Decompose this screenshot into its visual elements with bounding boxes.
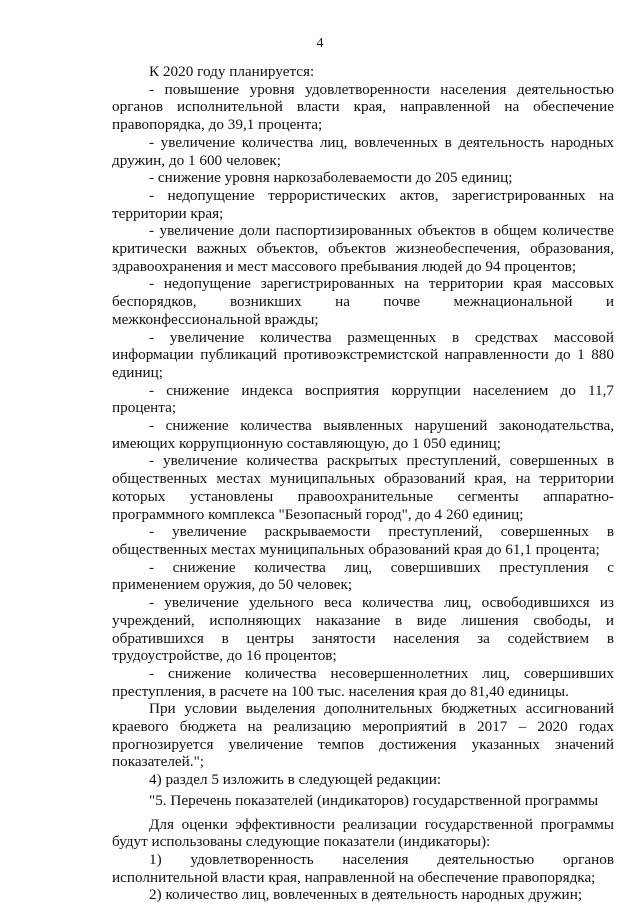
list-item-corruption-index: - снижение индекса восприятия коррупции населением до 11,7 процента; (112, 381, 614, 417)
list-item-crime-detection: - увеличение раскрываемости преступлений, совершенных в общественных местах муниципальных образований края до 61,1 процента; (112, 523, 614, 558)
list-item-satisfaction: - повышение уровня удовлетворенности населения деятельностью органов исполнительной власти края, направленной на обеспечение правопорядка, до 39,1 процента; (112, 80, 614, 134)
list-item-law-violations: - снижение количества выявленных нарушений законодательства, имеющих коррупционную составляющую, до 1 050 единиц; (112, 417, 614, 452)
list-item-juvenile-crimes: - снижение количества несовершеннолетних лиц, совершивших преступления, в расчете на 100 тыс. населения края до 81,40 единицы. (112, 664, 614, 700)
indicator-item-1: 1) удовлетворенность населения деятельностью органов исполнительной власти края, направленной на обеспечение правопорядка; (112, 850, 614, 886)
list-item-safe-city: - увеличение количества раскрытых преступлений, совершенных в общественных местах муниципальных образований края, на территории которых установлены правоохранительные сегменты аппаратно-программного комплекса "Безопасный город", до 4 260 единиц; (112, 452, 614, 523)
list-item-weapon-crimes: - снижение количества лиц, совершивших преступления с применением оружия, до 50 человек; (112, 558, 614, 594)
page-number: 4 (316, 36, 324, 51)
list-item-riots: - недопущение зарегистрированных на территории края массовых беспорядков, возникших на почве межнациональной и межконфессиональной вражды; (112, 275, 614, 328)
indicator-item-2: 2) количество лиц, вовлеченных в деятельность народных дружин; (149, 886, 583, 904)
list-item-drug-addiction: - снижение уровня наркозаболеваемости до 205 единиц; (149, 169, 513, 187)
list-item-passportization: - увеличение доли паспортизированных объектов в общем количестве критически важных объектов, объектов жизнеобеспечения, образования, здравоохранения и мест массового пребывания людей до 94 процентов; (112, 222, 614, 275)
amendment-paragraph: 4) раздел 5 изложить в следующей редакции: (149, 771, 442, 789)
section-heading: "5. Перечень показателей (индикаторов) государственной программы (149, 791, 599, 809)
list-item-employment-centers: - увеличение удельного веса количества лиц, освободившихся из учреждений, исполняющих наказание в виде лишения свободы, и обратившихся в центры занятости населения за содействием в трудоустройстве, до 16 процентов; (112, 594, 614, 665)
list-item-terrorism: - недопущение террористических актов, зарегистрированных на территории края; (112, 186, 614, 222)
list-item-volunteer-squads: - увеличение количества лиц, вовлеченных в деятельность народных дружин, до 1 600 человек; (112, 133, 614, 169)
indicators-intro: Для оценки эффективности реализации государственной программы будут использованы следующие показатели (индикаторы): (112, 815, 614, 851)
document-body (112, 63, 614, 904)
budget-paragraph: При условии выделения дополнительных бюджетных ассигнований краевого бюджета на реализацию мероприятий в 2017 – 2020 годах прогнозируется увеличение темпов достижения указанных значений показателей."; (112, 700, 614, 771)
intro-paragraph: К 2020 году планируется: (149, 63, 315, 80)
list-item-media-publications: - увеличение количества размещенных в средствах массовой информации публикаций противоэкстремистской направленности до 1 880 единиц; (112, 328, 614, 381)
